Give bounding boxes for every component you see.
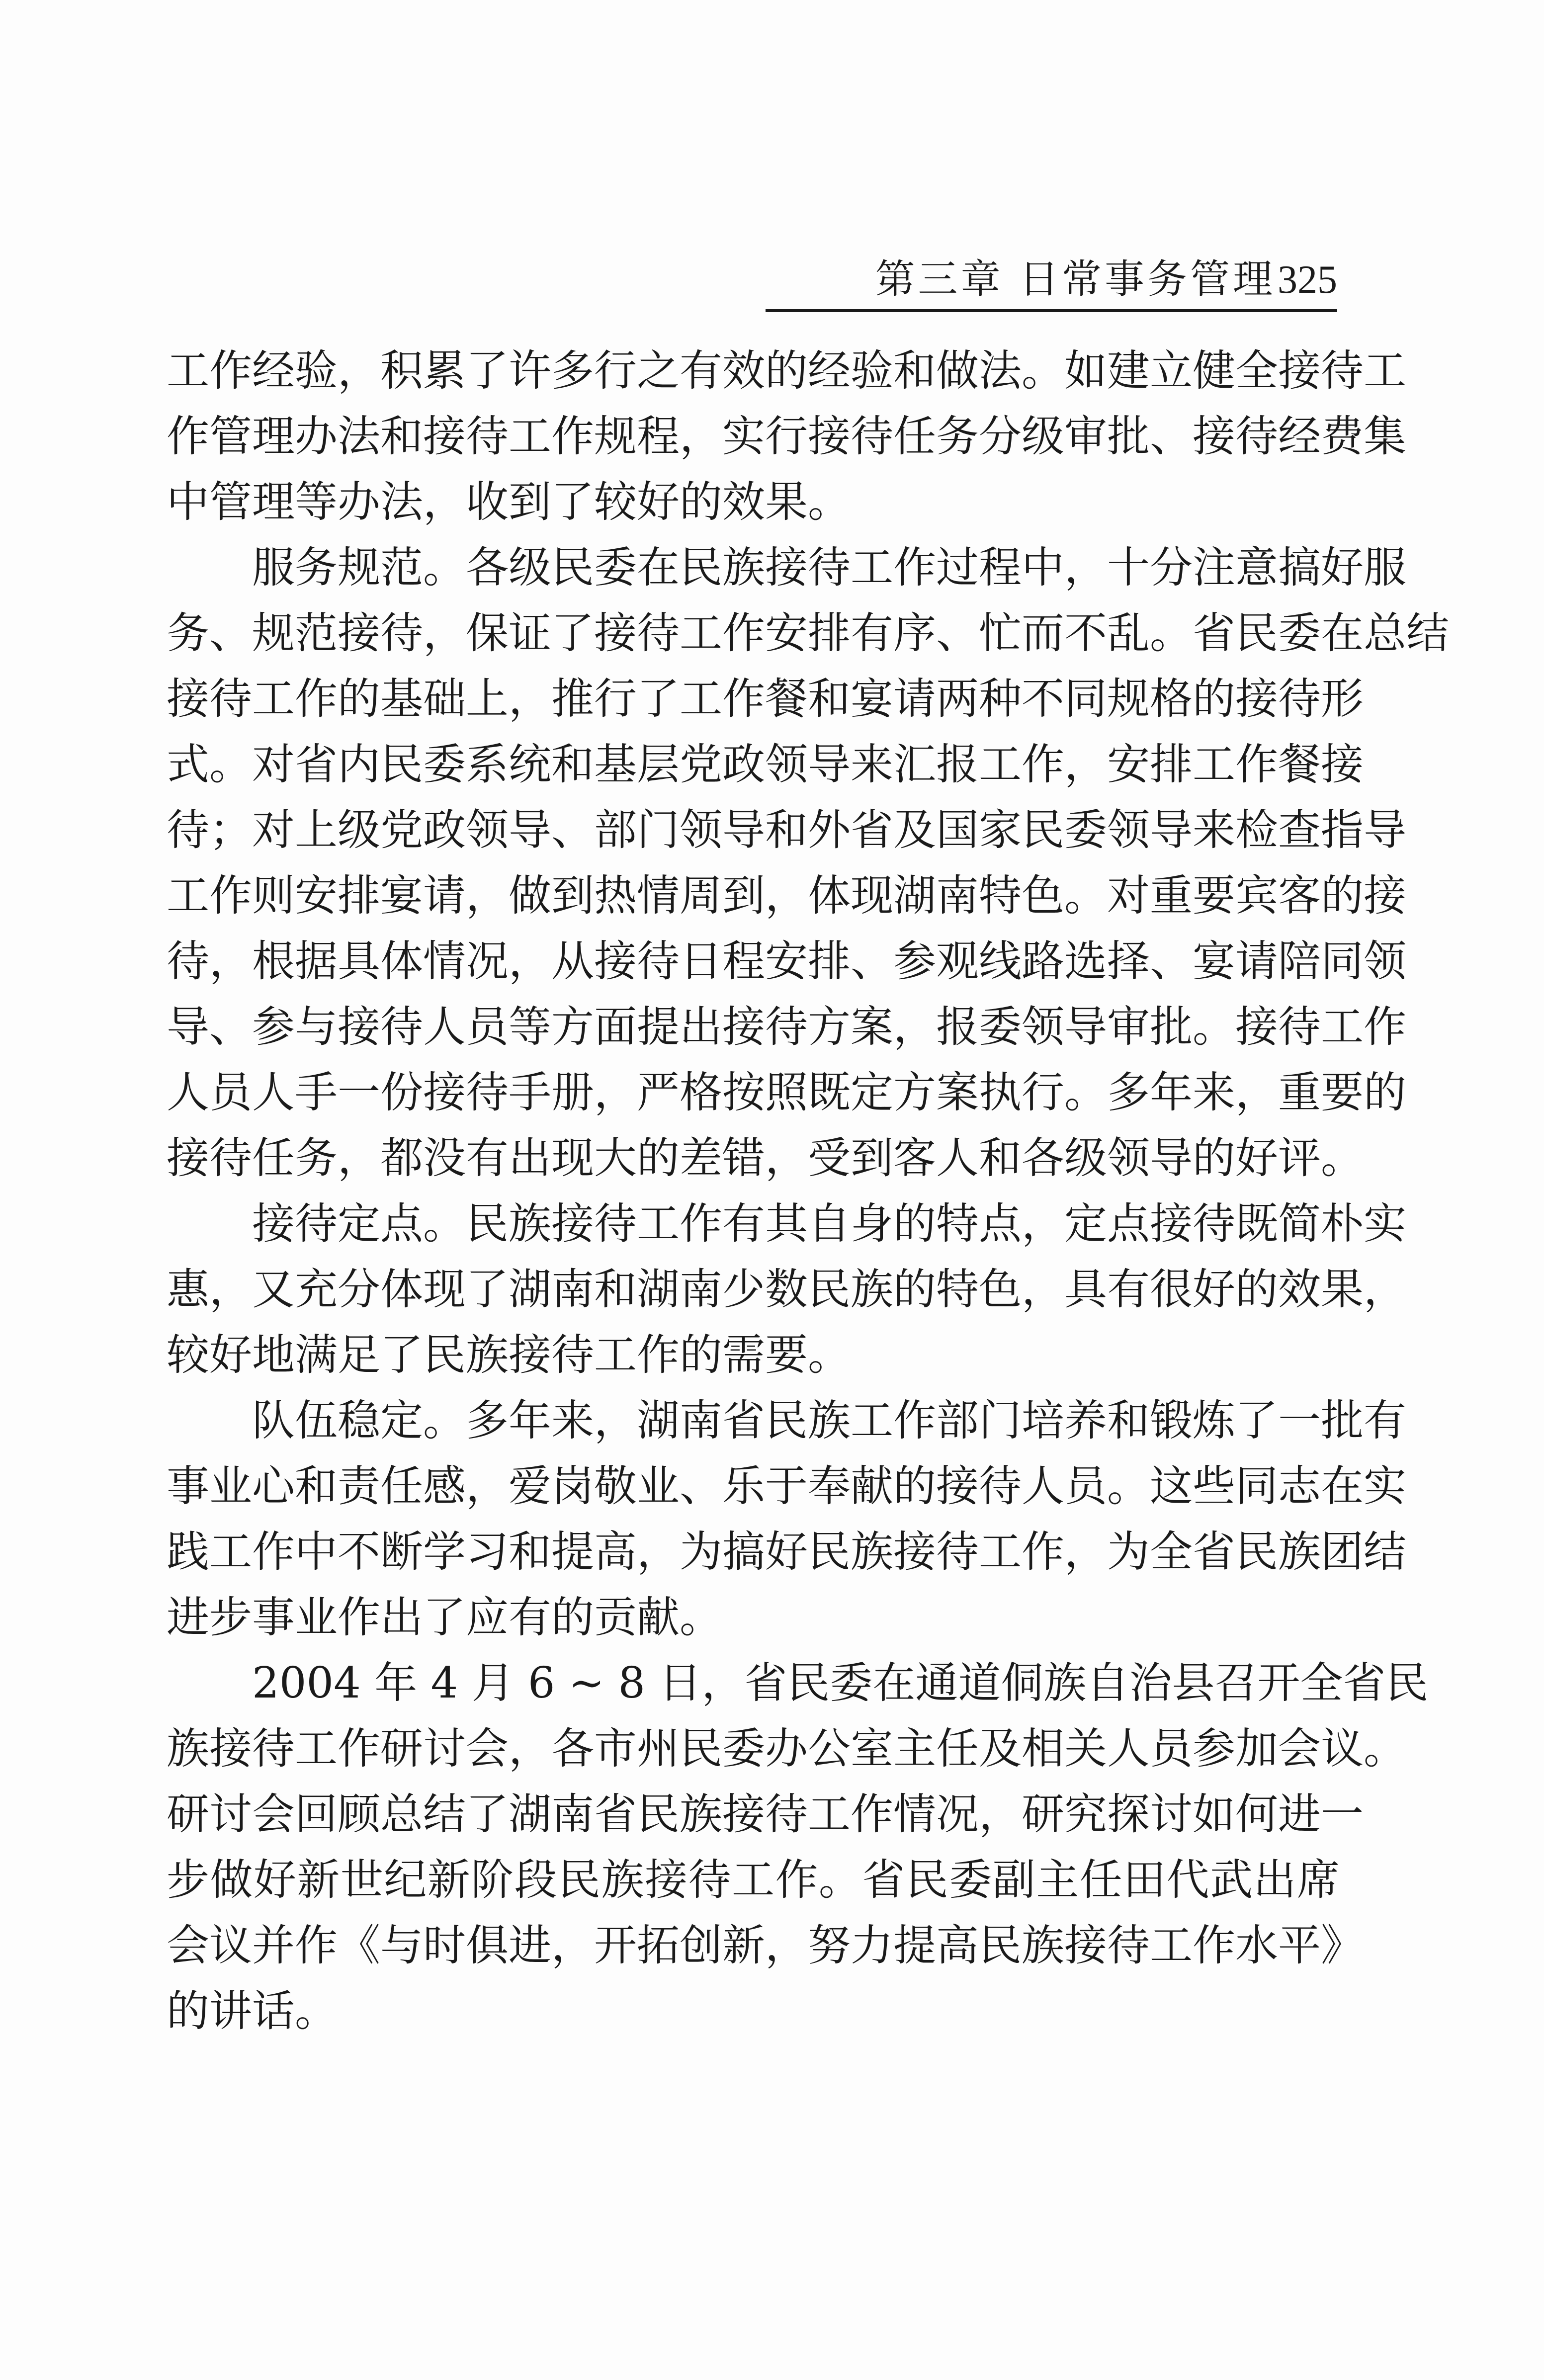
running-header [766,255,1337,305]
text-line: 践工作中不断学习和提高，为搞好民族接待工作，为全省民族团结 [167,1527,1406,1577]
text-line: 待；对上级党政领导、部门领导和外省及国家民委领导来检查指导 [167,805,1406,855]
text-line: 人员人手一份接待手册，严格按照既定方案执行。多年来，重要的 [167,1068,1406,1117]
paragraph-1 [167,338,1406,535]
text-line: 较好地满足了民族接待工作的需要。 [167,1330,851,1380]
paragraph-3 [167,1191,1406,1388]
text-line: 接待任务，都没有出现大的差错，受到客人和各级领导的好评。 [167,1133,1364,1183]
text-line: 惠，又充分体现了湖南和湖南少数民族的特色，具有很好的效果， [167,1265,1406,1314]
body-text [167,338,1449,2044]
text-line: 工作则安排宴请，做到热情周到，体现湖南特色。对重要宾客的接 [167,871,1406,921]
header-rule [766,309,1337,312]
text-line: 中管理等办法，收到了较好的效果。 [167,477,851,527]
text-line: 族接待工作研讨会，各市州民委办公室主任及相关人员参加会议。 [167,1724,1406,1774]
text-line: 步做好新世纪新阶段民族接待工作。省民委副主任田代武出席 [167,1855,1340,1905]
text-line: 的讲话。 [167,1986,338,2036]
text-line: 接待工作的基础上，推行了工作餐和宴请两种不同规格的接待形 [167,674,1364,724]
page-number: 325 [1278,258,1337,302]
text-line: 接待定点。民族接待工作有其自身的特点，定点接待既简朴实 [252,1199,1406,1249]
text-line: 务、规范接待，保证了接待工作安排有序、忙而不乱。省民委在总结 [167,608,1449,658]
text-line: 待，根据具体情况，从接待日程安排、参观线路选择、宴请陪同领 [167,936,1406,986]
paragraph-2 [167,535,1449,1191]
text-line: 服务规范。各级民委在民族接待工作过程中，十分注意搞好服 [252,543,1406,593]
text-line: 队伍稳定。多年来，湖南省民族工作部门培养和锻炼了一批有 [252,1396,1406,1445]
text-line: 2004 年 4 月 6 ~ 8 日，省民委在通道侗族自治县召开全省民 [252,1658,1429,1708]
paragraph-4 [167,1388,1406,1650]
text-line: 式。对省内民委系统和基层党政领导来汇报工作，安排工作餐接 [167,740,1364,789]
text-line: 作管理办法和接待工作规程，实行接待任务分级审批、接待经费集 [167,412,1406,461]
text-line: 事业心和责任感，爱岗敬业、乐于奉献的接待人员。这些同志在实 [167,1461,1406,1511]
text-line: 导、参与接待人员等方面提出接待方案，报委领导审批。接待工作 [167,1002,1406,1052]
paragraph-5 [167,1650,1429,2044]
chapter-title: 第三章 日常事务管理 [875,256,1276,302]
text-line: 研讨会回顾总结了湖南省民族接待工作情况，研究探讨如何进一 [167,1789,1364,1839]
text-line: 进步事业作出了应有的贡献。 [167,1593,722,1642]
text-line: 工作经验，积累了许多行之有效的经验和做法。如建立健全接待工 [167,346,1406,396]
text-line: 会议并作《与时俱进，开拓创新，努力提高民族接待工作水平》 [167,1921,1364,1970]
